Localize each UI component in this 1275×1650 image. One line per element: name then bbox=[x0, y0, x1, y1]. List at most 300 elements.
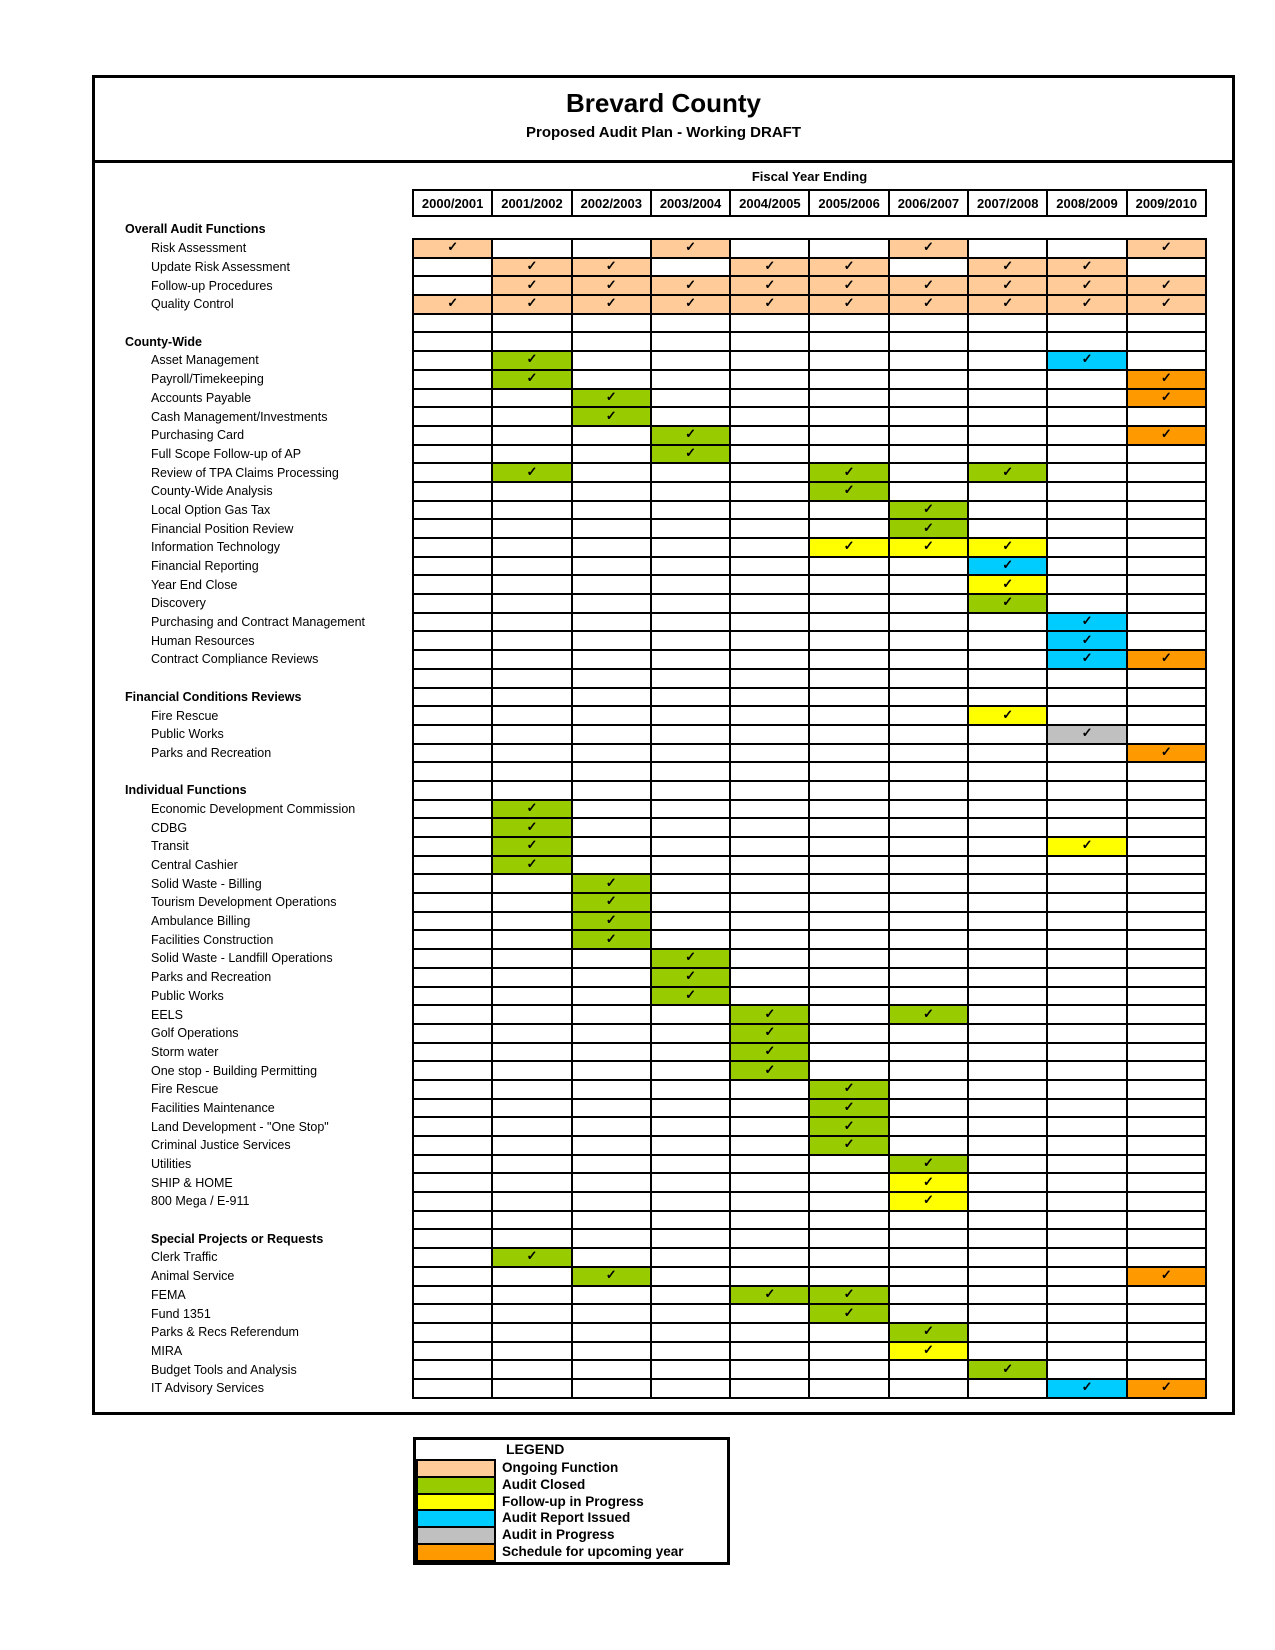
grid-cell bbox=[413, 1360, 492, 1379]
grid-cell bbox=[889, 631, 968, 650]
grid-cell bbox=[651, 519, 730, 538]
grid-cell bbox=[809, 650, 888, 669]
grid-cell bbox=[492, 1080, 571, 1099]
grid-cell bbox=[413, 1286, 492, 1305]
row-label: Individual Functions bbox=[125, 783, 247, 798]
grid-cell bbox=[413, 501, 492, 520]
grid-cell bbox=[1127, 1155, 1206, 1174]
grid-cell bbox=[730, 463, 809, 482]
grid-cell bbox=[492, 613, 571, 632]
table-row bbox=[95, 389, 1206, 408]
grid-cell bbox=[1047, 1043, 1126, 1062]
grid-cell bbox=[492, 519, 571, 538]
table-row bbox=[95, 258, 1206, 277]
grid-cell bbox=[1127, 538, 1206, 557]
grid-cell bbox=[413, 1211, 492, 1230]
grid-cell bbox=[1127, 463, 1206, 482]
grid-cell bbox=[809, 1304, 888, 1323]
grid-cell bbox=[730, 482, 809, 501]
grid-cell bbox=[413, 332, 492, 351]
grid-cell bbox=[651, 818, 730, 837]
grid-cell bbox=[889, 762, 968, 781]
grid-cell bbox=[809, 482, 888, 501]
grid-cell bbox=[809, 351, 888, 370]
row-label: One stop - Building Permitting bbox=[151, 1063, 318, 1078]
grid-cell bbox=[651, 669, 730, 688]
table-row bbox=[95, 276, 1206, 295]
grid-cell bbox=[413, 594, 492, 613]
row-label: Fire Rescue bbox=[151, 708, 219, 723]
check-icon: ✓ bbox=[922, 1005, 934, 1021]
grid-cell bbox=[572, 893, 651, 912]
grid-cell bbox=[572, 258, 651, 277]
grid-cell bbox=[730, 613, 809, 632]
grid-cell bbox=[651, 332, 730, 351]
table-row bbox=[95, 501, 1206, 520]
grid-cell bbox=[413, 800, 492, 819]
grid-cell bbox=[492, 258, 571, 277]
grid-cell bbox=[651, 1080, 730, 1099]
grid-cell bbox=[1127, 1117, 1206, 1136]
grid-cell bbox=[889, 1248, 968, 1267]
grid-cell bbox=[889, 968, 968, 987]
grid-cell bbox=[889, 1173, 968, 1192]
grid-cell bbox=[889, 650, 968, 669]
grid-cell bbox=[1127, 575, 1206, 594]
grid-cell bbox=[889, 949, 968, 968]
grid-cell bbox=[968, 1267, 1047, 1286]
audit-grid bbox=[95, 238, 1207, 1399]
grid-cell bbox=[730, 1117, 809, 1136]
row-label: Criminal Justice Services bbox=[151, 1138, 291, 1153]
table-row bbox=[95, 1379, 1206, 1398]
grid-cell bbox=[1047, 463, 1126, 482]
table-row bbox=[95, 295, 1206, 314]
grid-cell bbox=[730, 258, 809, 277]
grid-cell bbox=[809, 1192, 888, 1211]
grid-cell bbox=[492, 1267, 571, 1286]
check-icon: ✓ bbox=[1081, 613, 1093, 629]
grid-cell bbox=[968, 669, 1047, 688]
check-icon: ✓ bbox=[843, 1098, 855, 1114]
table-row bbox=[95, 1155, 1206, 1174]
year-header-cell: 2001/2002 bbox=[492, 190, 571, 216]
grid-cell bbox=[572, 1286, 651, 1305]
grid-cell bbox=[1047, 276, 1126, 295]
check-icon: ✓ bbox=[922, 519, 934, 535]
table-row bbox=[95, 1192, 1206, 1211]
grid-cell bbox=[651, 351, 730, 370]
grid-cell bbox=[1047, 1379, 1126, 1398]
grid-cell bbox=[889, 744, 968, 763]
grid-cell bbox=[889, 389, 968, 408]
row-label: Parks and Recreation bbox=[151, 970, 272, 985]
grid-cell bbox=[1127, 519, 1206, 538]
grid-cell bbox=[1047, 837, 1126, 856]
section-label-overall-audit-functions: Overall Audit Functions bbox=[125, 222, 266, 236]
grid-cell bbox=[1127, 856, 1206, 875]
grid-cell bbox=[1127, 332, 1206, 351]
year-header-cell: 2000/2001 bbox=[413, 190, 492, 216]
table-row bbox=[95, 1342, 1206, 1361]
grid-cell bbox=[1047, 688, 1126, 707]
grid-cell bbox=[492, 706, 571, 725]
grid-cell bbox=[651, 557, 730, 576]
grid-cell bbox=[413, 1304, 492, 1323]
grid-cell bbox=[730, 370, 809, 389]
table-row bbox=[95, 613, 1206, 632]
grid-cell bbox=[651, 575, 730, 594]
grid-cell bbox=[1047, 1099, 1126, 1118]
grid-cell bbox=[492, 781, 571, 800]
grid-cell bbox=[968, 482, 1047, 501]
grid-cell bbox=[651, 874, 730, 893]
grid-cell bbox=[413, 1342, 492, 1361]
row-label: FEMA bbox=[151, 1287, 186, 1302]
grid-cell bbox=[1127, 1061, 1206, 1080]
grid-cell bbox=[1127, 631, 1206, 650]
grid-cell bbox=[730, 538, 809, 557]
grid-cell bbox=[572, 725, 651, 744]
grid-cell bbox=[492, 1173, 571, 1192]
check-icon: ✓ bbox=[526, 1248, 538, 1264]
grid-cell bbox=[492, 650, 571, 669]
check-icon: ✓ bbox=[685, 239, 696, 255]
grid-cell bbox=[889, 1342, 968, 1361]
row-label: Purchasing and Contract Management bbox=[151, 615, 366, 630]
grid-cell bbox=[413, 856, 492, 875]
grid-cell bbox=[492, 538, 571, 557]
grid-cell bbox=[1047, 1267, 1126, 1286]
row-label: Discovery bbox=[151, 596, 206, 611]
grid-cell bbox=[1127, 1099, 1206, 1118]
table-row bbox=[95, 575, 1206, 594]
grid-cell bbox=[730, 1024, 809, 1043]
grid-cell bbox=[1047, 1024, 1126, 1043]
row-label: Land Development - "One Stop" bbox=[151, 1119, 329, 1134]
grid-cell bbox=[809, 519, 888, 538]
grid-cell bbox=[889, 1117, 968, 1136]
grid-cell bbox=[809, 669, 888, 688]
check-icon: ✓ bbox=[526, 258, 538, 274]
grid-cell bbox=[968, 1080, 1047, 1099]
grid-cell bbox=[1127, 650, 1206, 669]
row-label: Financial Position Review bbox=[151, 521, 294, 536]
grid-cell bbox=[730, 1173, 809, 1192]
grid-cell bbox=[651, 1229, 730, 1248]
grid-cell bbox=[968, 594, 1047, 613]
grid-cell bbox=[651, 837, 730, 856]
grid-cell bbox=[1127, 1286, 1206, 1305]
year-header-cell: 2007/2008 bbox=[968, 190, 1047, 216]
grid-cell bbox=[1047, 314, 1126, 333]
grid-cell bbox=[968, 613, 1047, 632]
grid-cell bbox=[651, 445, 730, 464]
table-row bbox=[95, 1061, 1206, 1080]
grid-cell bbox=[1127, 426, 1206, 445]
grid-cell bbox=[968, 1024, 1047, 1043]
grid-cell bbox=[572, 1323, 651, 1342]
grid-cell bbox=[492, 818, 571, 837]
grid-cell bbox=[968, 501, 1047, 520]
check-icon: ✓ bbox=[843, 463, 855, 479]
grid-cell bbox=[492, 631, 571, 650]
grid-cell bbox=[968, 1342, 1047, 1361]
grid-cell bbox=[730, 594, 809, 613]
grid-cell bbox=[572, 800, 651, 819]
grid-cell bbox=[809, 258, 888, 277]
document-subtitle: Proposed Audit Plan - Working DRAFT bbox=[526, 124, 801, 141]
grid-cell bbox=[968, 1061, 1047, 1080]
check-icon: ✓ bbox=[1160, 650, 1172, 666]
row-label: Local Option Gas Tax bbox=[151, 502, 271, 517]
grid-cell bbox=[572, 1005, 651, 1024]
grid-cell bbox=[1047, 856, 1126, 875]
grid-cell bbox=[809, 1080, 888, 1099]
legend-swatch bbox=[416, 1543, 496, 1562]
grid-cell bbox=[968, 818, 1047, 837]
grid-cell bbox=[492, 463, 571, 482]
grid-cell bbox=[651, 744, 730, 763]
grid-cell bbox=[968, 370, 1047, 389]
check-icon: ✓ bbox=[605, 874, 617, 890]
grid-cell bbox=[1047, 744, 1126, 763]
grid-cell bbox=[968, 239, 1047, 258]
grid-cell bbox=[1127, 613, 1206, 632]
grid-cell bbox=[1047, 725, 1126, 744]
grid-cell bbox=[651, 1286, 730, 1305]
check-icon: ✓ bbox=[447, 295, 459, 311]
grid-cell bbox=[1047, 1286, 1126, 1305]
grid-cell bbox=[1127, 987, 1206, 1006]
grid-cell bbox=[651, 688, 730, 707]
grid-cell bbox=[889, 370, 968, 389]
grid-cell bbox=[651, 856, 730, 875]
grid-cell bbox=[968, 258, 1047, 277]
grid-cell bbox=[572, 1360, 651, 1379]
check-icon: ✓ bbox=[685, 426, 696, 442]
grid-cell bbox=[413, 351, 492, 370]
grid-cell bbox=[730, 949, 809, 968]
grid-cell bbox=[651, 1136, 730, 1155]
grid-cell bbox=[413, 1173, 492, 1192]
grid-cell bbox=[1127, 594, 1206, 613]
grid-cell bbox=[1047, 1005, 1126, 1024]
row-label bbox=[95, 762, 413, 781]
grid-cell bbox=[651, 538, 730, 557]
grid-cell bbox=[492, 594, 571, 613]
grid-cell bbox=[730, 669, 809, 688]
grid-cell bbox=[413, 1136, 492, 1155]
check-icon: ✓ bbox=[1081, 258, 1093, 274]
grid-cell bbox=[730, 912, 809, 931]
grid-cell bbox=[572, 781, 651, 800]
grid-cell bbox=[492, 1024, 571, 1043]
grid-cell bbox=[413, 1155, 492, 1174]
grid-cell bbox=[1127, 800, 1206, 819]
grid-cell bbox=[1047, 1173, 1126, 1192]
check-icon: ✓ bbox=[685, 444, 696, 460]
table-row bbox=[95, 239, 1206, 258]
table-row bbox=[95, 314, 1206, 333]
grid-cell bbox=[572, 1155, 651, 1174]
grid-cell bbox=[492, 987, 571, 1006]
grid-cell bbox=[1127, 949, 1206, 968]
grid-cell bbox=[1047, 1211, 1126, 1230]
grid-cell bbox=[1047, 519, 1126, 538]
grid-cell bbox=[889, 463, 968, 482]
check-icon: ✓ bbox=[922, 538, 934, 554]
grid-cell bbox=[651, 594, 730, 613]
grid-cell bbox=[889, 987, 968, 1006]
check-icon: ✓ bbox=[1160, 276, 1172, 292]
grid-cell bbox=[492, 949, 571, 968]
grid-cell bbox=[413, 968, 492, 987]
table-row bbox=[95, 557, 1206, 576]
check-icon: ✓ bbox=[1081, 351, 1093, 367]
document-title: Brevard County bbox=[565, 88, 762, 118]
grid-cell bbox=[1127, 557, 1206, 576]
check-icon: ✓ bbox=[526, 295, 538, 311]
row-label: Public Works bbox=[151, 988, 224, 1003]
table-row bbox=[95, 1360, 1206, 1379]
row-label: Update Risk Assessment bbox=[151, 260, 290, 275]
table-row bbox=[95, 1117, 1206, 1136]
year-header-cell: 2004/2005 bbox=[730, 190, 809, 216]
row-label: Facilities Construction bbox=[151, 932, 274, 947]
grid-cell bbox=[651, 1248, 730, 1267]
grid-cell bbox=[809, 1379, 888, 1398]
grid-cell bbox=[413, 893, 492, 912]
check-icon: ✓ bbox=[843, 258, 855, 274]
table-row bbox=[95, 949, 1206, 968]
grid-cell bbox=[809, 370, 888, 389]
table-row bbox=[95, 1043, 1206, 1062]
grid-cell bbox=[413, 725, 492, 744]
grid-cell bbox=[413, 706, 492, 725]
grid-cell bbox=[889, 1379, 968, 1398]
grid-cell bbox=[1047, 1061, 1126, 1080]
grid-cell bbox=[651, 725, 730, 744]
legend-label: Schedule for upcoming year bbox=[502, 1543, 684, 1559]
grid-cell bbox=[1127, 818, 1206, 837]
grid-cell bbox=[730, 314, 809, 333]
check-icon: ✓ bbox=[1002, 276, 1014, 292]
grid-cell bbox=[651, 1323, 730, 1342]
table-row bbox=[95, 631, 1206, 650]
check-icon: ✓ bbox=[526, 370, 538, 386]
grid-cell bbox=[492, 837, 571, 856]
table-row bbox=[95, 1211, 1206, 1230]
grid-cell bbox=[1127, 1323, 1206, 1342]
check-icon: ✓ bbox=[1160, 743, 1172, 759]
grid-cell bbox=[492, 1248, 571, 1267]
grid-cell bbox=[730, 1211, 809, 1230]
grid-cell bbox=[809, 1155, 888, 1174]
grid-cell bbox=[968, 856, 1047, 875]
table-row bbox=[95, 1136, 1206, 1155]
grid-cell bbox=[572, 1192, 651, 1211]
table-row bbox=[95, 818, 1206, 837]
grid-cell bbox=[1047, 650, 1126, 669]
grid-cell bbox=[889, 445, 968, 464]
grid-cell bbox=[730, 1099, 809, 1118]
grid-cell bbox=[572, 1248, 651, 1267]
grid-cell bbox=[889, 351, 968, 370]
grid-cell bbox=[651, 1173, 730, 1192]
table-row bbox=[95, 1286, 1206, 1305]
grid-cell bbox=[889, 426, 968, 445]
table-row bbox=[95, 1099, 1206, 1118]
grid-cell bbox=[492, 426, 571, 445]
grid-cell bbox=[572, 1080, 651, 1099]
grid-cell bbox=[968, 538, 1047, 557]
grid-cell bbox=[492, 930, 571, 949]
check-icon: ✓ bbox=[843, 1080, 855, 1096]
grid-cell bbox=[1047, 594, 1126, 613]
grid-cell bbox=[413, 239, 492, 258]
grid-cell bbox=[730, 1136, 809, 1155]
grid-cell bbox=[1127, 1043, 1206, 1062]
check-icon: ✓ bbox=[764, 1005, 776, 1021]
grid-cell bbox=[1047, 893, 1126, 912]
grid-cell bbox=[968, 295, 1047, 314]
grid-cell bbox=[730, 1360, 809, 1379]
table-row bbox=[95, 1267, 1206, 1286]
grid-cell bbox=[1047, 613, 1126, 632]
table-row bbox=[95, 874, 1206, 893]
grid-cell bbox=[651, 650, 730, 669]
grid-cell bbox=[651, 1155, 730, 1174]
row-label: Purchasing Card bbox=[151, 428, 245, 443]
year-header-row bbox=[95, 190, 1206, 216]
grid-cell bbox=[413, 949, 492, 968]
grid-cell bbox=[1127, 407, 1206, 426]
grid-cell bbox=[572, 613, 651, 632]
grid-cell bbox=[492, 912, 571, 931]
grid-cell bbox=[1047, 1117, 1126, 1136]
grid-cell bbox=[889, 258, 968, 277]
table-row bbox=[95, 856, 1206, 875]
grid-cell bbox=[889, 1080, 968, 1099]
grid-cell bbox=[809, 575, 888, 594]
grid-cell bbox=[809, 314, 888, 333]
grid-cell bbox=[968, 1117, 1047, 1136]
grid-cell bbox=[572, 538, 651, 557]
grid-cell bbox=[492, 1360, 571, 1379]
check-icon: ✓ bbox=[922, 295, 934, 311]
grid-cell bbox=[730, 1379, 809, 1398]
check-icon: ✓ bbox=[922, 1155, 934, 1171]
grid-cell bbox=[809, 1323, 888, 1342]
year-header-table bbox=[95, 189, 1207, 217]
grid-cell bbox=[651, 482, 730, 501]
grid-cell bbox=[651, 1342, 730, 1361]
grid-cell bbox=[730, 389, 809, 408]
grid-cell bbox=[730, 856, 809, 875]
check-icon: ✓ bbox=[764, 1285, 776, 1301]
grid-cell bbox=[1047, 332, 1126, 351]
grid-cell bbox=[492, 1099, 571, 1118]
check-icon: ✓ bbox=[1081, 725, 1093, 741]
grid-cell bbox=[413, 1061, 492, 1080]
check-icon: ✓ bbox=[1081, 837, 1093, 853]
grid-cell bbox=[889, 1099, 968, 1118]
grid-cell bbox=[572, 1173, 651, 1192]
grid-cell bbox=[492, 1211, 571, 1230]
grid-cell bbox=[1127, 1248, 1206, 1267]
grid-cell bbox=[492, 1192, 571, 1211]
